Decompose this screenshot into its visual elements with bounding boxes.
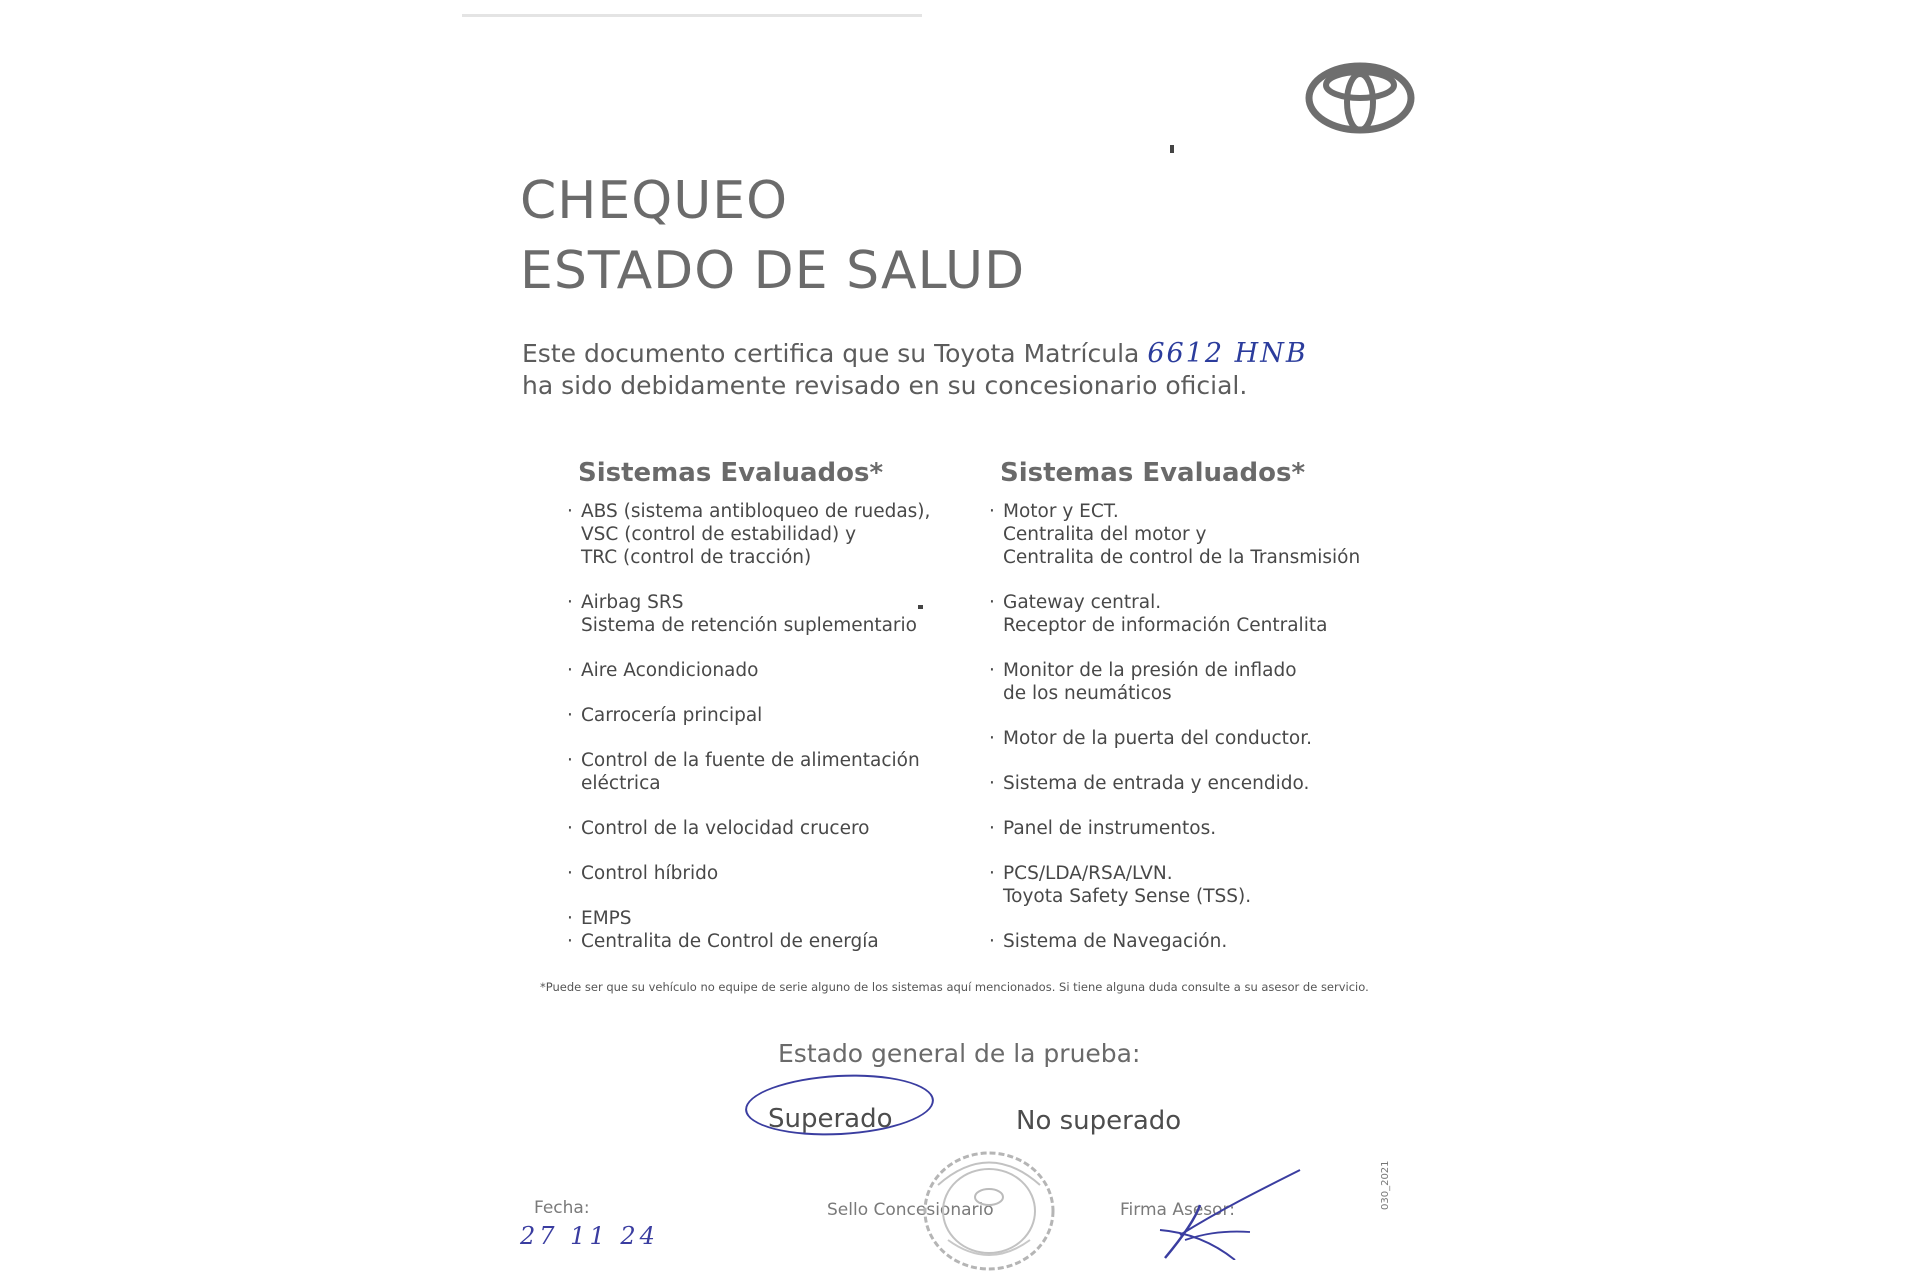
system-item xyxy=(567,704,930,727)
intro-line-2: ha sido debidamente revisado en su concesionario oficial. xyxy=(522,371,1248,400)
system-item xyxy=(567,907,930,930)
bullet-dot-icon: · xyxy=(989,773,995,794)
system-item-line: Motor y ECT. xyxy=(1003,501,1119,522)
system-item-line: eléctrica xyxy=(581,773,661,794)
title-line-2: ESTADO DE SALUD xyxy=(520,241,1026,301)
advisor-signature-icon xyxy=(1140,1160,1320,1260)
system-item xyxy=(567,591,930,637)
result-label: Estado general de la prueba: xyxy=(778,1039,1141,1068)
toyota-logo-icon xyxy=(1305,62,1415,134)
bullet-dot-icon: · xyxy=(567,592,573,613)
right-systems-list xyxy=(989,500,1360,953)
document-title xyxy=(520,166,1025,306)
bullet-dot-icon: · xyxy=(567,863,573,884)
system-item-line: Monitor de la presión de inflado xyxy=(1003,660,1297,681)
option-passed: Superado xyxy=(768,1104,893,1134)
system-item xyxy=(989,727,1360,750)
system-item-line: Panel de instrumentos. xyxy=(1003,818,1217,839)
intro-text xyxy=(522,338,1422,402)
system-item xyxy=(989,817,1360,840)
bullet-dot-icon: · xyxy=(567,931,573,952)
bullet-dot-icon: · xyxy=(989,863,995,884)
system-item-line: TRC (control de tracción) xyxy=(581,547,812,568)
system-item xyxy=(989,862,1360,908)
system-item xyxy=(567,862,930,885)
system-item xyxy=(567,749,930,795)
dealer-stamp-icon xyxy=(918,1145,1060,1275)
system-item-line: PCS/LDA/RSA/LVN. xyxy=(1003,863,1173,884)
system-item-line: Sistema de Navegación. xyxy=(1003,931,1228,952)
system-item-line: de los neumáticos xyxy=(1003,683,1172,704)
scan-artifact-line xyxy=(462,14,922,17)
system-item xyxy=(989,500,1360,569)
bullet-dot-icon: · xyxy=(567,501,573,522)
intro-line-1: Este documento certifica que su Toyota Matrícula 6612 HNB xyxy=(522,338,1308,369)
system-item-line: Control híbrido xyxy=(581,863,719,884)
system-item xyxy=(567,817,930,840)
bullet-dot-icon: · xyxy=(567,818,573,839)
system-item-line: Centralita de control de la Transmisión xyxy=(1003,547,1361,568)
bullet-dot-icon: · xyxy=(989,818,995,839)
system-item xyxy=(989,772,1360,795)
system-item-line: Motor de la puerta del conductor. xyxy=(1003,728,1312,749)
system-item-line: Sistema de retención suplementario xyxy=(581,615,917,636)
handwritten-date: 27 11 24 xyxy=(520,1222,659,1250)
option-failed: No superado xyxy=(1016,1106,1182,1136)
bullet-dot-icon: · xyxy=(989,592,995,613)
system-item-line: ABS (sistema antibloqueo de ruedas), xyxy=(581,501,931,522)
bullet-dot-icon: · xyxy=(989,660,995,681)
bullet-dot-icon: · xyxy=(567,705,573,726)
right-column-title: Sistemas Evaluados* xyxy=(1000,458,1306,488)
title-line-1: CHEQUEO xyxy=(520,171,789,231)
system-item xyxy=(567,500,930,569)
system-item-line: Gateway central. xyxy=(1003,592,1162,613)
system-item-line: Aire Acondicionado xyxy=(581,660,759,681)
system-item xyxy=(989,659,1360,705)
system-item-line: Control de la velocidad crucero xyxy=(581,818,870,839)
left-column-title: Sistemas Evaluados* xyxy=(578,458,884,488)
system-item xyxy=(567,930,930,953)
scan-speck xyxy=(1170,145,1174,153)
form-code: 030_2021 xyxy=(1380,1160,1391,1210)
system-item-line: Carrocería principal xyxy=(581,705,763,726)
date-label: Fecha: xyxy=(534,1198,590,1218)
bullet-dot-icon: · xyxy=(567,750,573,771)
system-item xyxy=(989,930,1360,953)
system-item-line: Toyota Safety Sense (TSS). xyxy=(1003,886,1252,907)
advisor-label: Firma Asesor: xyxy=(1120,1200,1235,1220)
system-item-line: Sistema de entrada y encendido. xyxy=(1003,773,1310,794)
system-item-line: Centralita de Control de energía xyxy=(581,931,879,952)
handwritten-plate: 6612 HNB xyxy=(1147,338,1308,369)
bullet-dot-icon: · xyxy=(989,931,995,952)
left-systems-list xyxy=(567,500,930,953)
system-item-line: VSC (control de estabilidad) y xyxy=(581,524,857,545)
footnote: *Puede ser que su vehículo no equipe de serie alguno de los sistemas aquí mencionados. Si tiene alguna duda consulte a su asesor de servicio. xyxy=(540,980,1369,994)
stamp-label: Sello Concesionario xyxy=(827,1200,994,1220)
bullet-dot-icon: · xyxy=(567,908,573,929)
system-item-line: EMPS xyxy=(581,908,632,929)
bullet-dot-icon: · xyxy=(567,660,573,681)
bullet-dot-icon: · xyxy=(989,728,995,749)
system-item-line: Centralita del motor y xyxy=(1003,524,1207,545)
bullet-dot-icon: · xyxy=(989,501,995,522)
system-item-line: Control de la fuente de alimentación xyxy=(581,750,920,771)
system-item xyxy=(989,591,1360,637)
system-item-line: Airbag SRS xyxy=(581,592,684,613)
system-item-line: Receptor de información Centralita xyxy=(1003,615,1328,636)
system-item xyxy=(567,659,930,682)
